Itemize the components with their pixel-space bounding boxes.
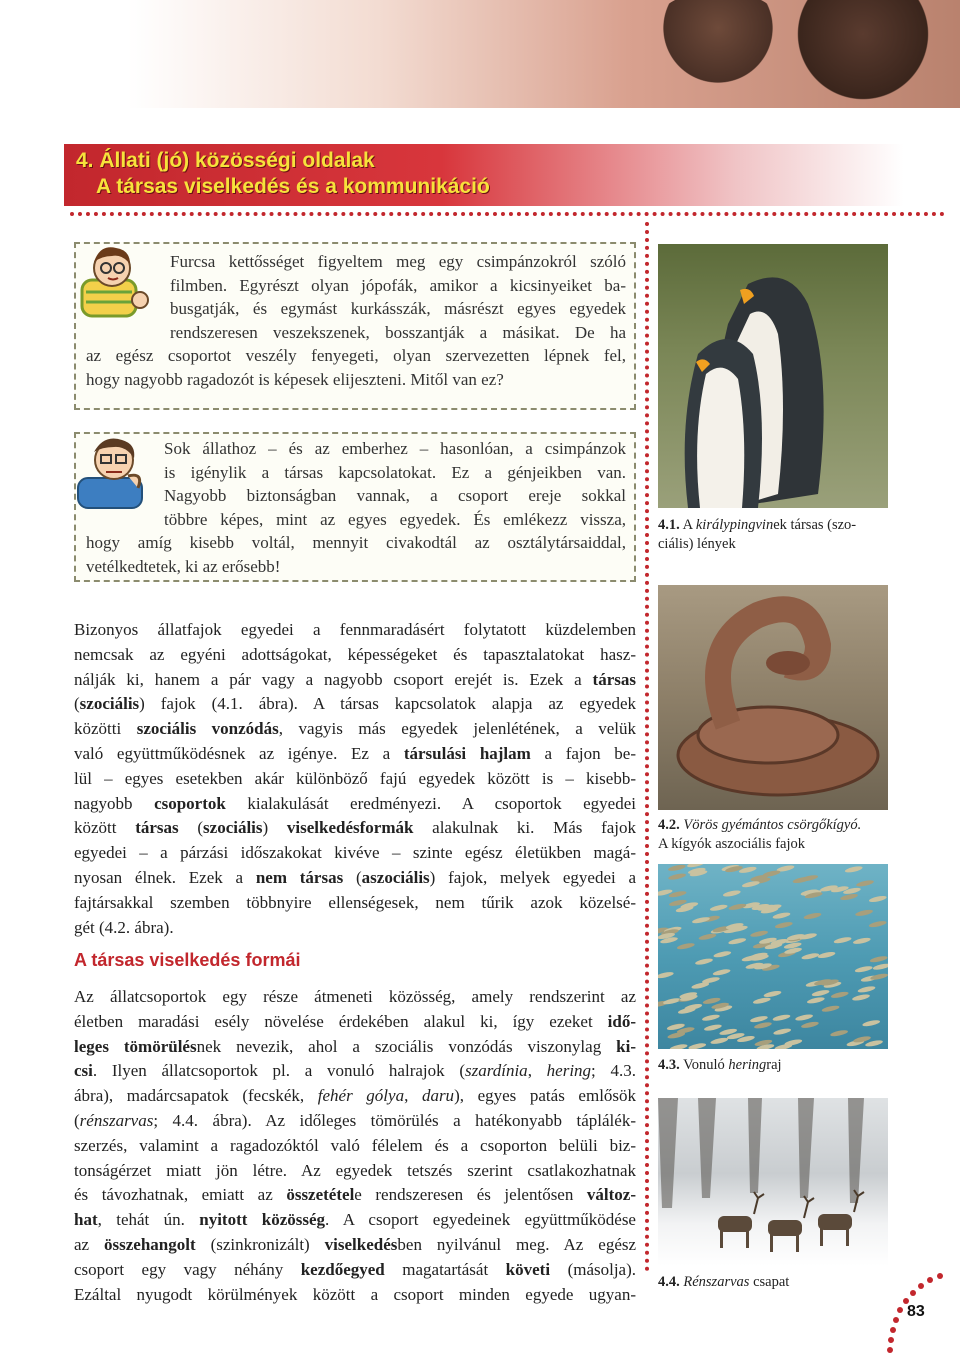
caption-4-4: 4.4. Rénszarvas csapat [658,1274,790,1290]
thinking-man-avatar-icon [74,432,158,512]
section-heading: A társas viselkedés formái [74,950,301,970]
paragraph-social-species: Bizonyos állatfajok egyedei a fennmaradásért folytatott küzdelemben nemcsak az egyéni adottságokat, képességeket és tapasztalatokat hasz- nálják ki, hanem a pár vagy a nagyobb csoport erejét is. Ezek a társas (szociális) fajok (4.1. ábra). A társas kapcsolatok alapja az egyedek közötti szociális vonzódás, vagyis más egyedek jelenlétének, a velük való együttműködésnek az igénye. Ez a társulási hajlam a fajon be- lül – egyes esetekben akár különböző fajú egyedek között is – kisebb- nagyobb csoportok kialakulását eredményezi. A csoportok egyedei között társas (szociális) viselkedésformák alakulnak ki. Más fajok egyedei – a párzási időszakokat kivéve – szinte egész életükben magá- nyosan élnek. Ezek a nem társas (aszociális) fajok, melyek egyedei a fajtársakkal szemben többnyire ellenségesek, nem tűrik azok közelsé- gét (4.2. ábra). [74,620,637,937]
chapter-title-line2: A társas viselkedés és a kommunikáció [96,175,490,198]
caption-4-1: 4.1. A királypingvinek társas (szo- ciális) lények [658,517,857,552]
photo-rattlesnake [658,585,888,810]
caption-4-3: 4.3. Vonuló heringraj [658,1057,782,1073]
chapter-title [64,144,904,206]
boy-avatar-icon [72,240,156,320]
dotted-separator-vertical [645,222,649,1272]
speech-box-answer: Sok állathoz – és az emberhez – hasonlóan, a csimpánzok is igénylik a társas kapcsolatokat. Ez a génjeikben van. Nagyobb biztonságban vannak, a csoport ereje sokkal többre képes, mint az egyes egyedek. És emlékezz vissza, hogy amíg kisebb voltál, mennyit civakodtál az osztálytársaiddal, vetélkedtetek, ki az erősebb! [74,432,636,582]
dotted-separator-horizontal [70,212,945,216]
photo-herring-shoal [658,864,888,1049]
caption-4-2: 4.2. Vörös gyémántos csörgőkígyó. A kígyók aszociális fajok [658,817,862,852]
top-banner-chimpanzee-photo [128,0,960,108]
page-number: 83 [907,1303,925,1320]
speech-box-question: Furcsa kettősséget figyeltem meg egy csimpánzokról szóló filmben. Egyrészt olyan jópofák, amikor a kicsinyeiket ba- busgatják, és egymást kurkásszák, másrészt egyes egyedek rendszeresen veszekszenek, bosszantják a másikat. De ha az egész csoportot veszély fenyegeti, olyan szervezetten lépnek fel, hogy nagyobb ragadozót is képesek elijeszteni. Mitől van ez? [74,242,636,410]
chapter-title-line1: 4. Állati (jó) közösségi oldalak [76,149,375,172]
photo-reindeer-herd [658,1098,888,1266]
photo-king-penguins [658,244,888,508]
paragraph-social-behavior-forms: Az állatcsoportok egy része átmeneti közösség, amely rendszerint az életben maradási esély növelése érdekében alakul ki, így ezeket idő- leges tömörülésnek nevezik, ahol a szociális vonzódás viszonylag ki- csi. Ilyen állatcsoportok pl. a vonuló halrajok (szardínia, hering; 4.3. ábra), madárcsapatok (fecskék, fehér gólya, daru), egyes patás emlősök (rénszarvas; 4.4. ábra). Az időleges tömörülés a hatékonyabb táplálék- szerzés, valamint a ragadozóktól való félelem és a csoporton belüli biz- tonságérzet miatt jön létre. Az egyedek tetszés szerint csatlakozhatnak és távozhatnak, emiatt az összetétele rendszeresen és jelentősen változ- hat, tehát ún. nyitott közösség. A csoport egyedeinek együttműködése az összehangolt (szinkronizált) viselkedésben nyilvánul meg. Az egész csoport egy vagy néhány kezdőegyed magatartását követi (másolja). Ezáltal nyugodt körülmények között a csoport minden egyede ugyan- [74,987,637,1304]
